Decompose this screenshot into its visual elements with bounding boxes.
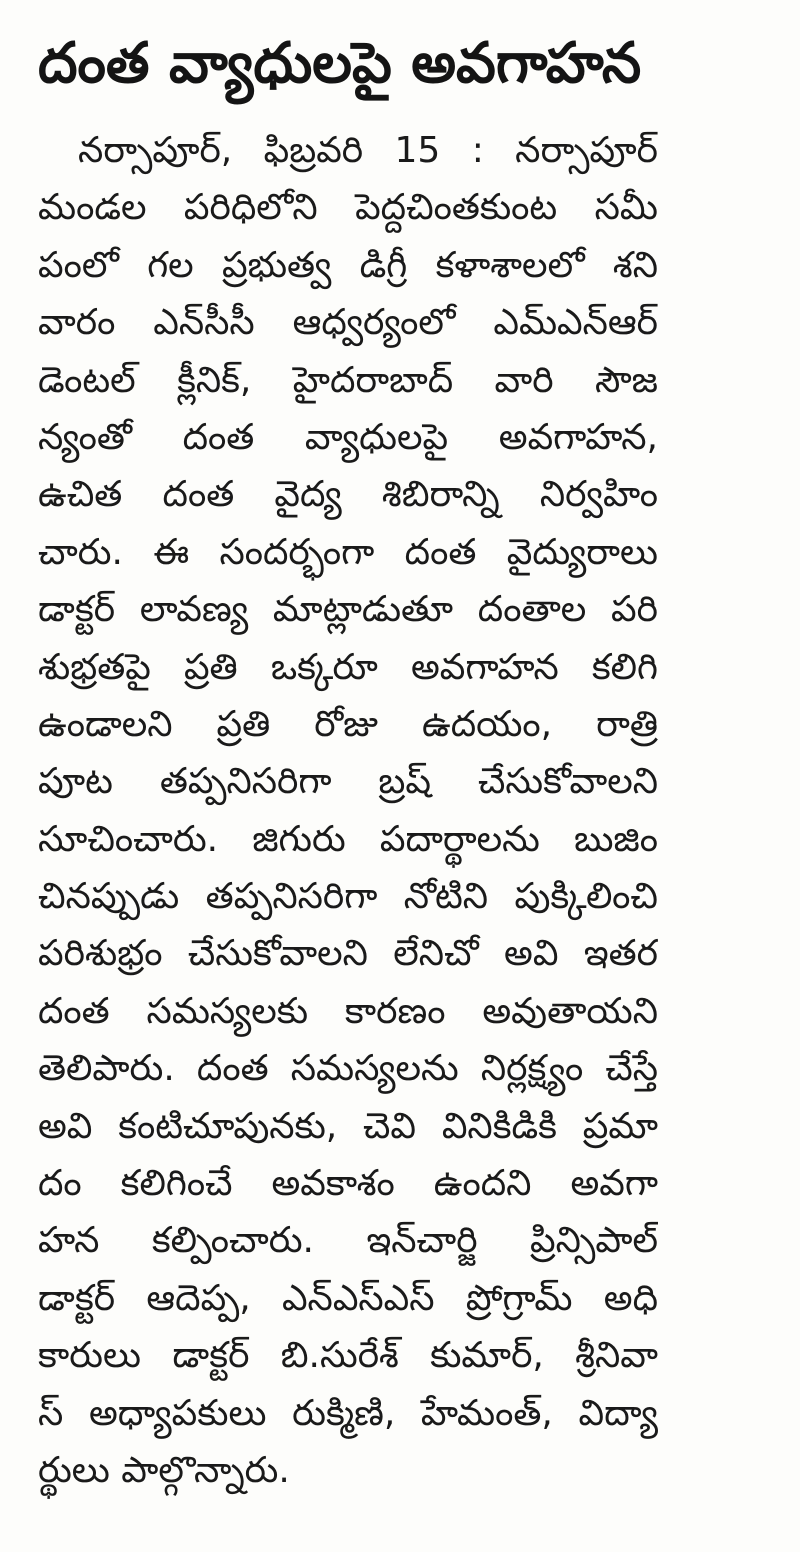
article-line: నర్సాపూర్, ఫిబ్రవరి 15 : నర్సాపూర్ (78, 130, 658, 171)
article-line: డాక్టర్ లావణ్య మాట్లాడుతూ దంతాల పరి (38, 589, 658, 631)
article-line: న్యంతో దంత వ్యాధులపై అవగాహన, (38, 416, 658, 458)
article-line: శుభ్రతపై ప్రతి ఒక్కరూ అవగాహన కలిగి (38, 646, 658, 688)
headline: దంత వ్యాధులపై అవగాహన (38, 31, 642, 96)
article-line: ఉండాలని ప్రతి రోజు ఉదయం, రాత్రి (38, 703, 658, 745)
article-line: స్ అధ్యాపకులు రుక్మిణి, హేమంత్, విద్యా (38, 1392, 658, 1434)
article-body (38, 122, 658, 1499)
article-line: తెలిపారు. దంత సమస్యలను నిర్లక్ష్యం చేస్తే (38, 1048, 658, 1090)
article-line: హన కల్పించారు. ఇన్‌చార్జి ప్రిన్సిపాల్ (38, 1220, 658, 1262)
article-line: అవి కంటిచూపునకు, చెవి వినికిడికి ప్రమా (38, 1105, 658, 1147)
article-line: పూట తప్పనిసరిగా బ్రష్ చేసుకోవాలని (38, 761, 658, 803)
article-line: వారం ఎన్‌సీసీ ఆధ్వర్యంలో ఎమ్‌ఎన్‌ఆర్ (38, 302, 658, 344)
article-line: దంత సమస్యలకు కారణం అవుతాయని (38, 990, 658, 1032)
article-line: పరిశుభ్రం చేసుకోవాలని లేనిచో అవి ఇతర (38, 933, 658, 975)
article-line: డాక్టర్ ఆదెప్ప, ఎన్‌ఎస్‌ఎస్ ప్రోగ్రామ్ అధి (38, 1277, 658, 1319)
article-line: చారు. ఈ సందర్భంగా దంత వైద్యురాలు (38, 531, 658, 573)
article-line: సూచించారు. జిగురు పదార్థాలను బుజిం (38, 818, 658, 860)
article-line: ర్థులు పాల్గొన్నారు. (38, 1449, 290, 1491)
article-line: కారులు డాక్టర్ బి.సురేశ్ కుమార్, శ్రీనివా (38, 1335, 658, 1377)
article-line: దం కలిగించే అవకాశం ఉందని అవగా (38, 1163, 658, 1205)
article-line: ఉచిత దంత వైద్య శిబిరాన్ని నిర్వహిం (38, 474, 658, 516)
article-line: మండల పరిధిలోని పెద్దచింతకుంట సమీ (38, 187, 658, 229)
article-line: చినప్పుడు తప్పనిసరిగా నోటిని పుక్కిలించి (38, 876, 658, 918)
article-line: డెంటల్ క్లీనిక్, హైదరాబాద్ వారి సౌజ (38, 359, 658, 401)
article-line: పంలో గల ప్రభుత్వ డిగ్రీ కళాశాలలో శని (38, 244, 658, 286)
